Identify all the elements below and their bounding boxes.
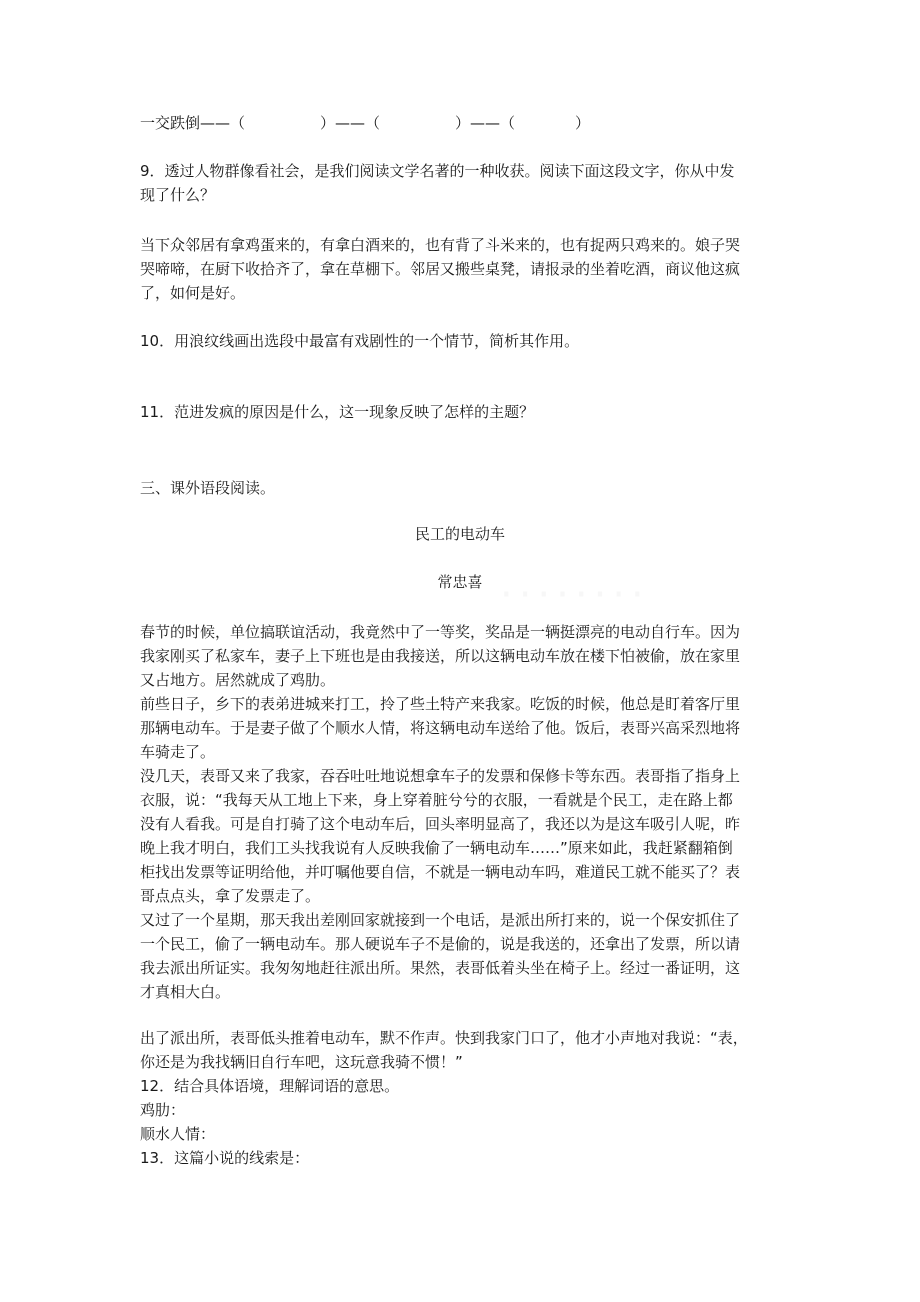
excerpt-line: 哭啼啼，在厨下收拾齐了，拿在草棚下。邻居又搬些桌凳，请报录的坐着吃酒，商议他这疯 [140,260,741,278]
paragraph-line: 又占地方。居然就成了鸡肋。 [140,671,336,689]
paragraph-line: 没几天，表哥又来了我家，吞吞吐吐地说想拿车子的发票和保修卡等东西。表哥指了指身上 [140,767,741,785]
paragraph-line: 柜找出发票等证明给他，并叮嘱他要自信，不就是一辆电动车吗，难道民工就不能买了？表 [140,863,741,881]
paragraph-line: 出了派出所，表哥低头推着电动车，默不作声。快到我家门口了，他才小声地对我说：“表， [140,1029,748,1047]
excerpt-line: 了，如何是好。 [140,284,246,302]
question-9-line-1: 9．透过人物群像看社会，是我们阅读文学名著的一种收获。阅读下面这段文字，你从中发 [140,162,735,180]
question-11: 11．范进发疯的原因是什么，这一现象反映了怎样的主题？ [140,403,535,421]
paragraph-line: 我去派出所证实。我匆匆地赶往派出所。果然，表哥低着头坐在椅子上。经过一番证明，这 [140,959,741,977]
story-author: 常忠喜 [437,573,483,591]
paragraph-line: 哥点点头，拿了发票走了。 [140,887,321,905]
fill-blank-line: 一交跌倒——（ ）——（ ）——（ ） [140,114,591,132]
question-9 [140,159,790,207]
paragraph-line: 车骑走了。 [140,743,216,761]
question-10: 10．用浪纹线画出选段中最富有戏剧性的一个情节，简析其作用。 [140,332,580,350]
excerpt-paragraph [140,233,790,305]
paragraph-line: 没有人看我。可是自打骑了这个电动车后，回头率明显高了，我还以为是这车吸引人呢，昨 [140,815,741,833]
paragraph-line: 一个民工，偷了一辆电动车。那人硬说车子不是偷的，说是我送的，还拿出了发票，所以请 [140,935,741,953]
excerpt-line: 当下众邻居有拿鸡蛋来的，有拿白酒来的，也有背了斗米来的，也有捉两只鸡来的。娘子哭 [140,236,741,254]
paragraph-line: 又过了一个星期，那天我出差刚回家就接到一个电话，是派出所打来的，说一个保安抓住了 [140,911,741,929]
paragraph-line: 春节的时候，单位搞联谊活动，我竟然中了一等奖，奖品是一辆挺漂亮的电动自行车。因为 [140,623,741,641]
paragraph-line: 才真相大白。 [140,983,231,1001]
story-paragraph-5 [140,1026,790,1170]
paragraph-line: 衣服，说：“我每天从工地上下来，身上穿着脏兮兮的衣服，一看就是个民工，走在路上都 [140,791,733,809]
paragraph-line: 那辆电动车。于是妻子做了个顺水人情，将这辆电动车送给了他。饭后，表哥兴高采烈地将 [140,719,741,737]
story-title: 民工的电动车 [414,525,505,543]
question-9-line-2: 现了什么？ [140,186,216,204]
question-12-term-1: 鸡肋： [140,1101,186,1119]
paragraph-line: 我家刚买了私家车，妻子上下班也是由我接送，所以这辆电动车放在楼下怕被偷，放在家里 [140,647,741,665]
paragraph-line: 晚上我才明白，我们工头找我说有人反映我偷了一辆电动车……”原来如此，我赶紧翻箱倒 [140,839,733,857]
story-paragraph-1 [140,620,790,1004]
watermark-decoration: ········ [500,572,650,618]
paragraph-line: 前些日子，乡下的表弟进城来打工，拎了些土特产来我家。吃饭的时候，他总是盯着客厅里 [140,695,741,713]
question-13: 13．这篇小说的线索是： [140,1149,310,1167]
question-12-term-2: 顺水人情： [140,1125,216,1143]
question-12: 12．结合具体语境，理解词语的意思。 [140,1077,400,1095]
section-heading: 三、课外语段阅读。 [140,479,276,497]
paragraph-line: 你还是为我找辆旧自行车吧，这玩意我骑不惯！” [140,1053,463,1071]
